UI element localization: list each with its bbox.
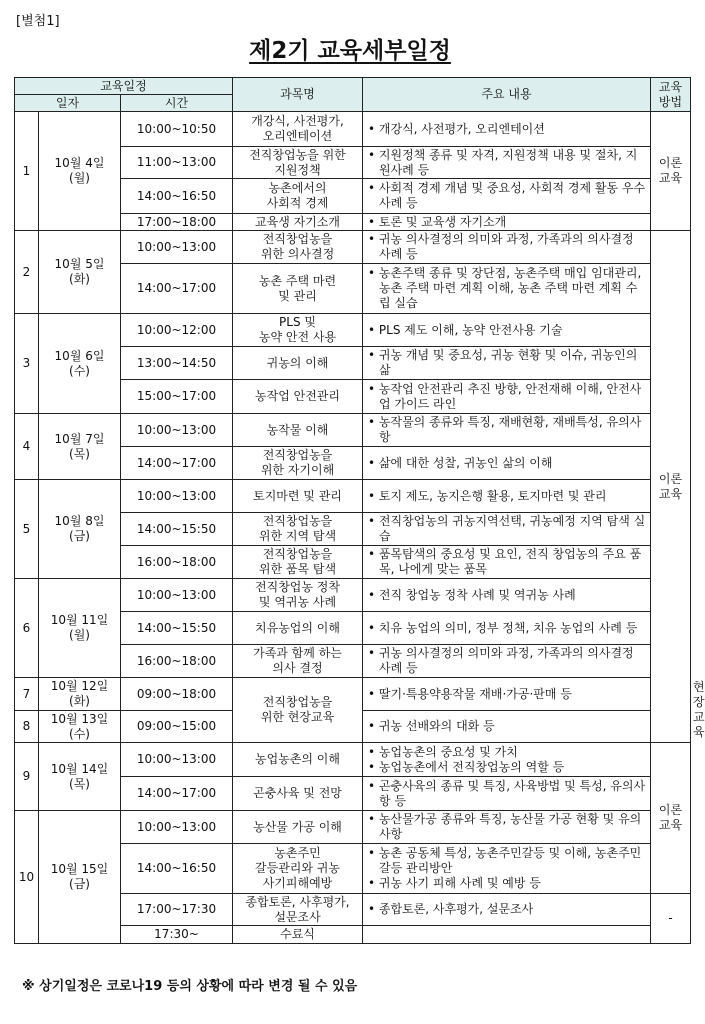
content-item: • 농작물의 종류와 특징, 재배현황, 재배특성, 유의사항 — [367, 415, 648, 445]
content-item: • 귀농 사기 피해 사례 및 예방 등 — [367, 876, 648, 891]
time-cell: 15:00~17:00 — [121, 380, 233, 414]
subject-cell: 귀농의 이해 — [233, 347, 363, 380]
content-item: • 농산물가공 종류와 특징, 농산물 가공 현황 및 유의사항 — [367, 812, 648, 842]
method-cell: 이론 교육 — [651, 743, 691, 894]
content-cell — [363, 513, 651, 546]
subject-cell: 치유농업의 이해 — [233, 612, 363, 645]
content-item: • 사회적 경제 개념 및 중요성, 사회적 경제 활동 우수사례 등 — [367, 181, 648, 211]
subject-cell: 토지마련 및 관리 — [233, 480, 363, 513]
day-number: 7 — [15, 678, 39, 711]
content-item: • 귀농 의사결정의 의미와 과정, 가족과의 의사결정 사례 등 — [367, 646, 648, 676]
subject-cell: 전직창업농을 위한 품목 탐색 — [233, 546, 363, 579]
method-cell: 이론 교육 — [651, 231, 691, 743]
date-cell: 10월 6일 (수) — [39, 314, 121, 414]
content-item: • 치유 농업의 의미, 정부 정책, 치유 농업의 사례 등 — [367, 621, 648, 636]
time-cell: 16:00~18:00 — [121, 546, 233, 579]
subject-cell: PLS 및 농약 안전 사용 — [233, 314, 363, 347]
time-cell: 17:00~18:00 — [121, 214, 233, 231]
time-cell: 14:00~17:00 — [121, 447, 233, 480]
date-cell: 10월 11일 (월) — [39, 579, 121, 678]
subject-cell: 곤충사육 및 전망 — [233, 777, 363, 811]
content-item: • 농촌 공동체 특성, 농촌주민갈등 및 이해, 농촌주민갈등 관리방안 — [367, 846, 648, 876]
table-row — [15, 414, 691, 447]
content-item: • 전직 창업농 정착 사례 및 역귀농 사례 — [367, 588, 648, 603]
header-time: 시간 — [121, 95, 233, 112]
content-cell — [363, 579, 651, 612]
subject-cell: 가족과 함께 하는 의사 결정 — [233, 645, 363, 678]
date-cell: 10월 15일 (금) — [39, 811, 121, 944]
content-cell — [363, 844, 651, 894]
subject-cell: 전직창업농을 위한 자기이해 — [233, 447, 363, 480]
content-cell — [363, 811, 651, 844]
subject-cell: 농업농촌의 이해 — [233, 743, 363, 777]
content-item: • PLS 제도 이해, 농약 안전사용 기술 — [367, 323, 648, 338]
content-cell — [363, 264, 651, 314]
content-cell — [363, 678, 651, 711]
content-item: • 곤충사육의 종류 및 특징, 사육방법 및 특성, 유의사항 등 — [367, 779, 648, 809]
content-cell — [363, 179, 651, 214]
subject-cell: 수료식 — [233, 926, 363, 944]
time-cell: 14:00~16:50 — [121, 179, 233, 214]
time-cell: 17:30~ — [121, 926, 233, 944]
content-item: • 개강식, 사전평가, 오리엔테이션 — [367, 122, 648, 137]
header-date: 일자 — [15, 95, 121, 112]
page-title: 제2기 교육세부일정 — [249, 38, 451, 64]
content-cell — [363, 777, 651, 811]
content-item: • 토지 제도, 농지은행 활용, 토지마련 및 관리 — [367, 489, 648, 504]
time-cell: 09:00~18:00 — [121, 678, 233, 711]
day-number: 4 — [15, 414, 39, 480]
subject-cell: 종합토론, 사후평가, 설문조사 — [233, 894, 363, 926]
footnote: ※ 상기일정은 코로나19 등의 상황에 따라 변경 될 수 있음 — [22, 979, 358, 994]
subject-cell: 농촌 주택 마련 및 관리 — [233, 264, 363, 314]
date-cell: 10월 13일 (수) — [39, 711, 121, 743]
schedule-table — [14, 77, 705, 944]
time-cell: 16:00~18:00 — [121, 645, 233, 678]
date-cell: 10월 14일 (목) — [39, 743, 121, 811]
date-cell: 10월 7일 (목) — [39, 414, 121, 480]
table-row — [15, 579, 691, 612]
day-number: 1 — [15, 112, 39, 231]
content-item: • 농업농촌의 중요성 및 가치 — [367, 745, 648, 760]
table-row — [15, 112, 691, 147]
content-cell — [363, 894, 651, 926]
content-item: • 토론 및 교육생 자기소개 — [367, 215, 648, 230]
subject-cell: 개강식, 사전평가, 오리엔테이션 — [233, 112, 363, 147]
day-number: 9 — [15, 743, 39, 811]
method-cell: 이론 교육 — [651, 112, 691, 231]
content-cell — [363, 711, 651, 743]
time-cell: 10:00~13:00 — [121, 811, 233, 844]
content-item: • 귀농 의사결정의 의미와 과정, 가족과의 의사결정 사례 등 — [367, 232, 648, 262]
content-cell — [363, 743, 651, 777]
time-cell: 10:00~13:00 — [121, 414, 233, 447]
time-cell: 10:00~13:00 — [121, 743, 233, 777]
time-cell: 11:00~13:00 — [121, 147, 233, 179]
content-cell — [363, 447, 651, 480]
table-row: 7 10월 12일 (화) 09:00~18:00 전직창업농을 위한 현장교육 • 딸기·특용약용작물 재배·가공·판매 등 현장 교육 — [15, 678, 691, 711]
time-cell: 10:00~10:50 — [121, 112, 233, 147]
subject-cell: 농산물 가공 이해 — [233, 811, 363, 844]
time-cell: 14:00~16:50 — [121, 844, 233, 894]
header-schedule: 교육일정 — [15, 78, 233, 95]
content-item: • 귀농 선배와의 대화 등 — [367, 719, 648, 734]
content-cell — [363, 480, 651, 513]
time-cell: 10:00~13:00 — [121, 231, 233, 264]
content-cell — [363, 546, 651, 579]
content-cell — [363, 926, 651, 944]
content-cell — [363, 112, 651, 147]
content-item: • 딸기·특용약용작물 재배·가공·판매 등 — [367, 687, 648, 702]
time-cell: 13:00~14:50 — [121, 347, 233, 380]
subject-cell: 농작업 안전관리 — [233, 380, 363, 414]
subject-cell: 교육생 자기소개 — [233, 214, 363, 231]
content-cell — [363, 347, 651, 380]
method-cell: - — [651, 894, 691, 944]
subject-cell: 전직창업농 정착 및 역귀농 사례 — [233, 579, 363, 612]
header-content: 주요 내용 — [363, 78, 651, 112]
subject-cell: 전직창업농을 위한 의사결정 — [233, 231, 363, 264]
time-cell: 14:00~15:50 — [121, 513, 233, 546]
time-cell: 10:00~12:00 — [121, 314, 233, 347]
content-cell — [363, 645, 651, 678]
table-row — [15, 743, 691, 777]
content-item: • 농작업 안전관리 추진 방향, 안전재해 이해, 안전사업 가이드 라인 — [367, 382, 648, 412]
content-cell — [363, 314, 651, 347]
day-number: 6 — [15, 579, 39, 678]
time-cell: 14:00~17:00 — [121, 264, 233, 314]
day-number: 10 — [15, 811, 39, 944]
content-item: • 지원정책 종류 및 자격, 지원정책 내용 및 절차, 지원사례 등 — [367, 148, 648, 178]
content-item: • 농업농촌에서 전직창업농의 역할 등 — [367, 760, 648, 775]
content-item: • 전직창업농의 귀농지역선택, 귀농예정 지역 탐색 실습 — [367, 514, 648, 544]
table-row — [15, 811, 691, 844]
table-row — [15, 314, 691, 347]
subject-cell: 전직창업농을 위한 현장교육 — [233, 678, 363, 743]
subject-cell: 농촌에서의 사회적 경제 — [233, 179, 363, 214]
date-cell: 10월 4일 (월) — [39, 112, 121, 231]
time-cell: 14:00~17:00 — [121, 777, 233, 811]
content-item: • 품목탐색의 중요성 및 요인, 전직 창업농의 주요 품목, 나에게 맞는 품목 — [367, 547, 648, 577]
content-cell — [363, 380, 651, 414]
day-number: 2 — [15, 231, 39, 314]
date-cell: 10월 8일 (금) — [39, 480, 121, 579]
date-cell: 10월 12일 (화) — [39, 678, 121, 711]
table-row — [15, 480, 691, 513]
subject-cell: 농작물 이해 — [233, 414, 363, 447]
content-item: • 귀농 개념 및 중요성, 귀농 현황 및 이슈, 귀농인의 삶 — [367, 348, 648, 378]
date-cell: 10월 5일 (화) — [39, 231, 121, 314]
time-cell: 09:00~15:00 — [121, 711, 233, 743]
time-cell: 10:00~13:00 — [121, 579, 233, 612]
time-cell: 14:00~15:50 — [121, 612, 233, 645]
time-cell: 10:00~13:00 — [121, 480, 233, 513]
header-subject: 과목명 — [233, 78, 363, 112]
content-item: • 삶에 대한 성찰, 귀농인 삶의 이해 — [367, 456, 648, 471]
content-item: • 종합토론, 사후평가, 설문조사 — [367, 902, 648, 917]
content-item: • 농촌주택 종류 및 장단점, 농촌주택 매입 임대관리, 농촌 주택 마련 계획 이해, 농촌 주택 마련 계획 수립 실습 — [367, 266, 648, 311]
subject-cell: 전직창업농을 위한 지원정책 — [233, 147, 363, 179]
content-cell — [363, 147, 651, 179]
content-cell — [363, 612, 651, 645]
content-cell — [363, 214, 651, 231]
subject-cell: 전직창업농을 위한 지역 탐색 — [233, 513, 363, 546]
day-number: 5 — [15, 480, 39, 579]
header-method: 교육 방법 — [651, 78, 691, 112]
content-cell — [363, 414, 651, 447]
time-cell: 17:00~17:30 — [121, 894, 233, 926]
day-number: 3 — [15, 314, 39, 414]
content-cell — [363, 231, 651, 264]
subject-cell: 농촌주민 갈등관리와 귀농 사기피해예방 — [233, 844, 363, 894]
day-number: 8 — [15, 711, 39, 743]
attachment-tag: [별첨1] — [16, 14, 60, 29]
table-row — [15, 231, 691, 264]
